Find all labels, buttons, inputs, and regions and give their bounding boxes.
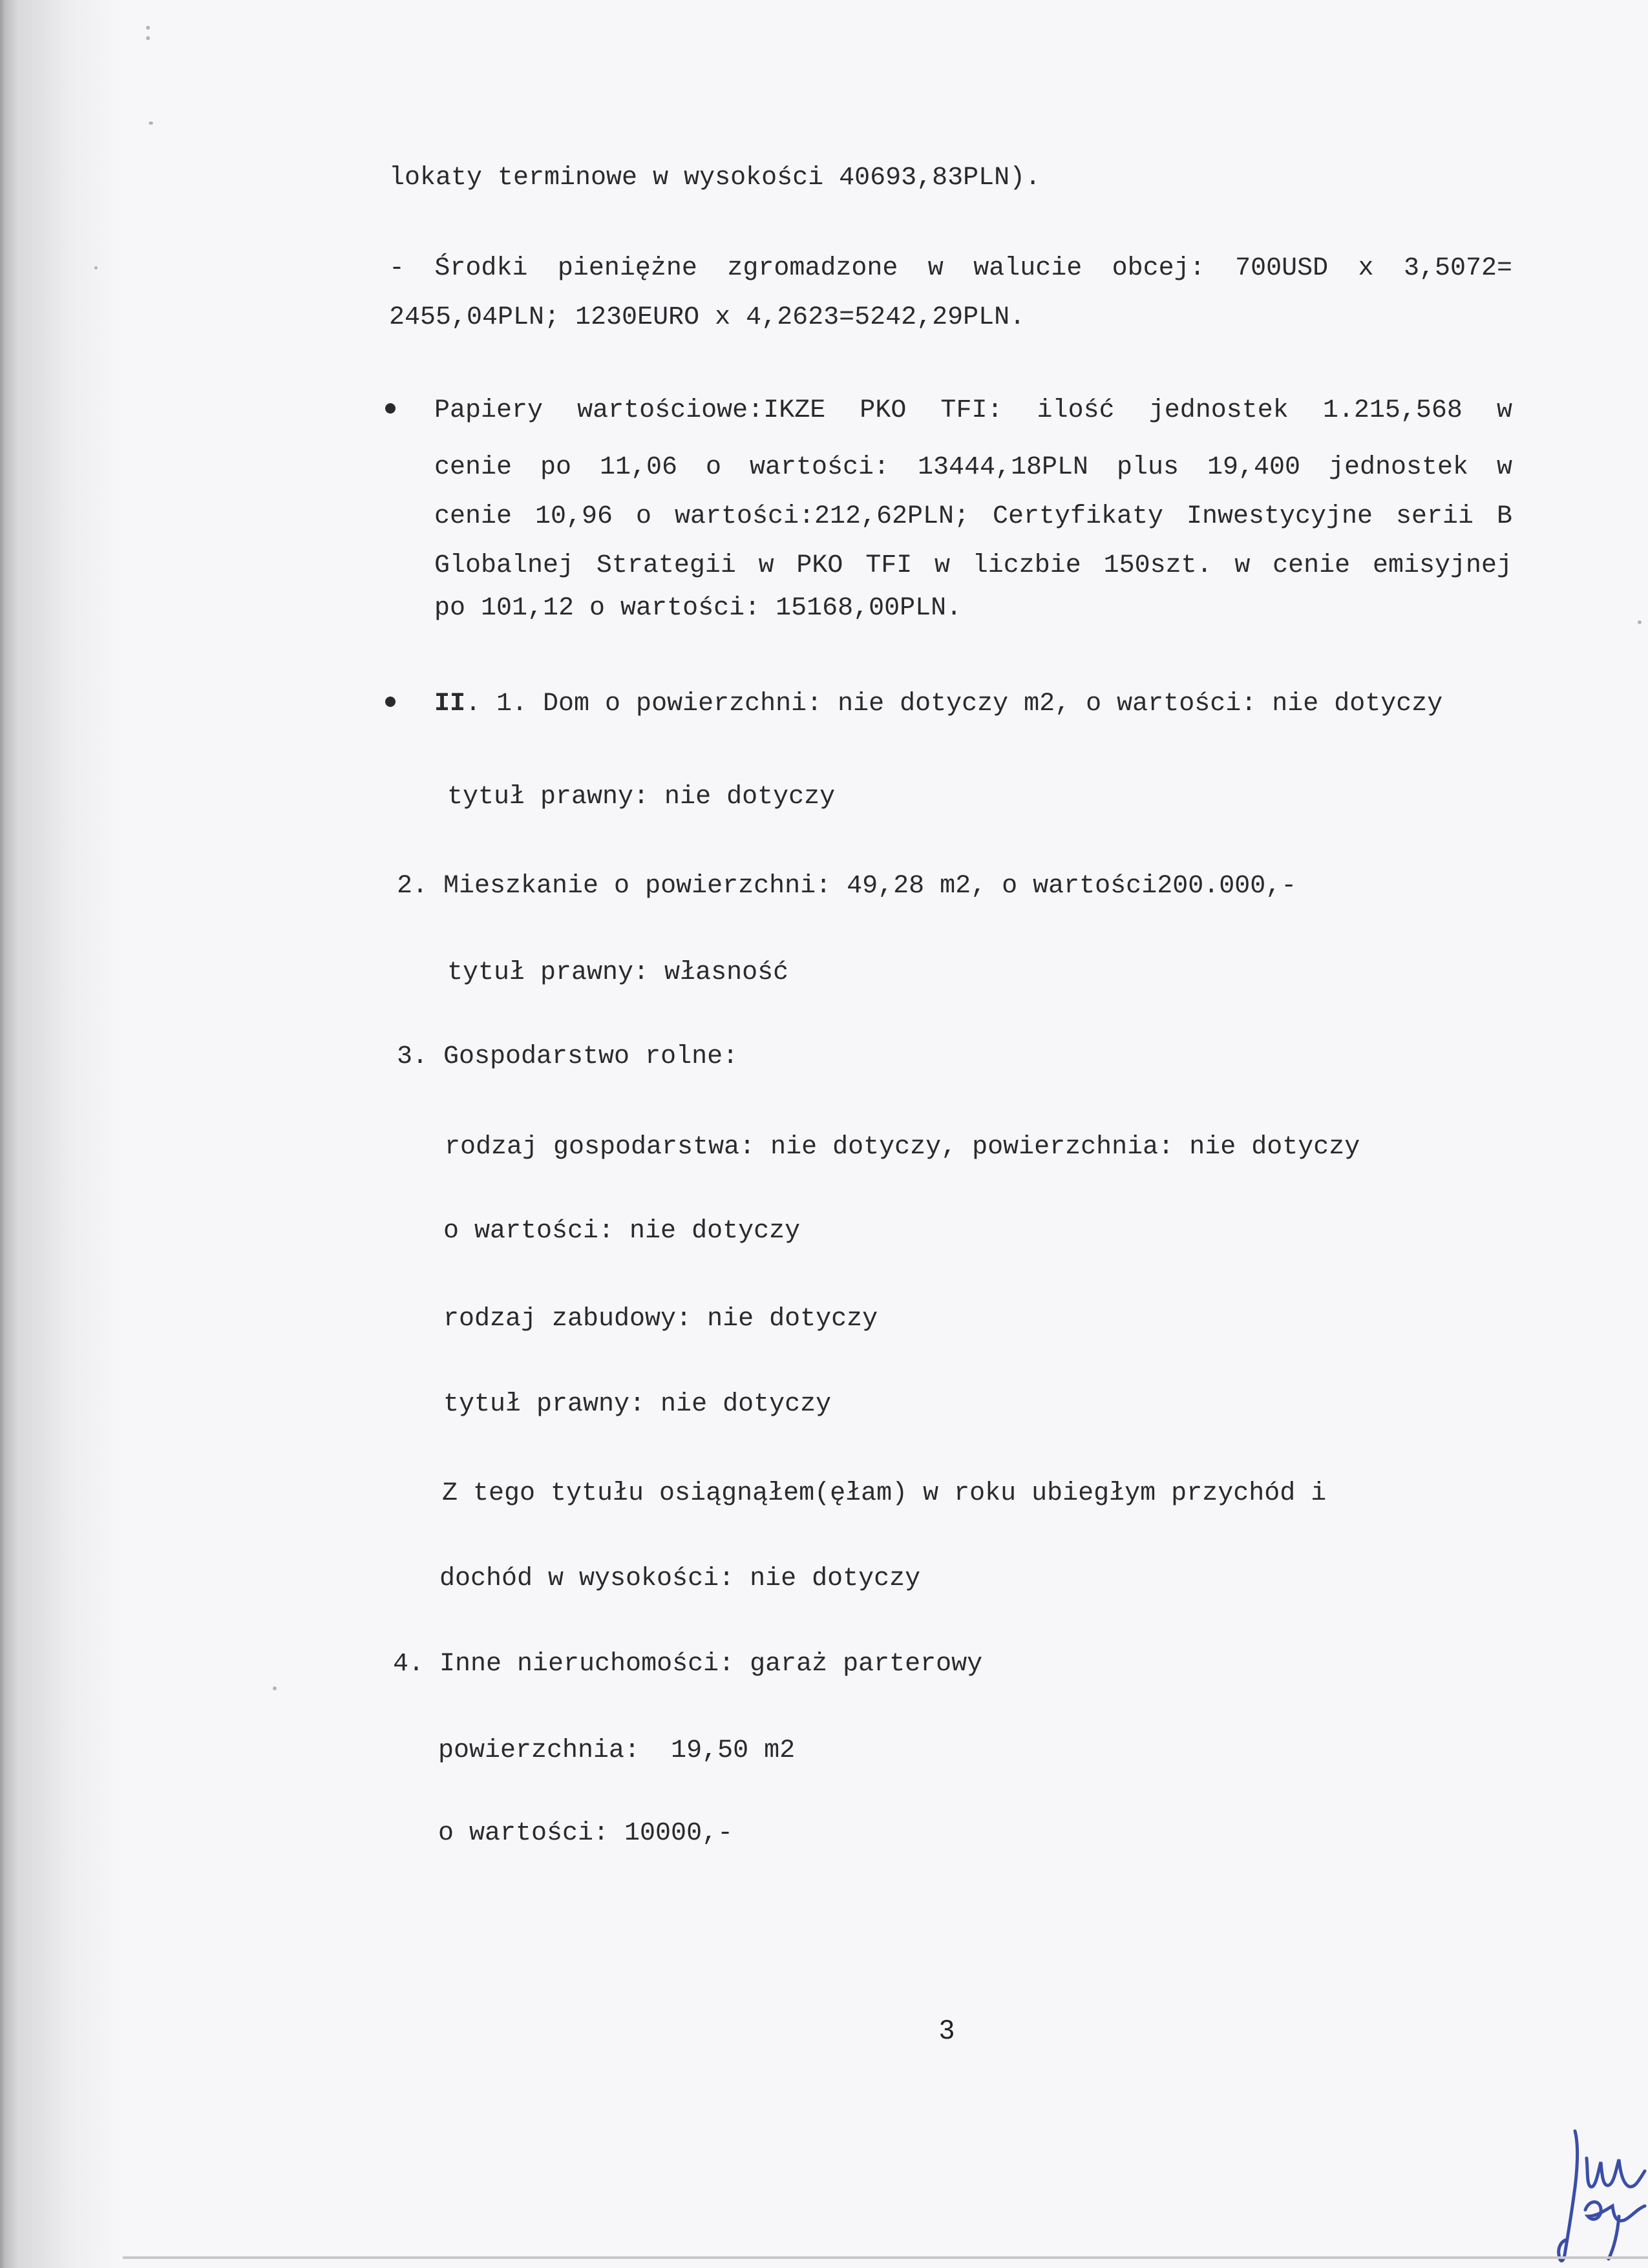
signature-icon: [1541, 2119, 1648, 2265]
text-line: powierzchnia: 19,50 m2: [438, 1736, 796, 1765]
text-line: tytuł prawny: nie dotyczy: [443, 1390, 832, 1419]
text-line: lokaty terminowe w wysokości 40693,83PLN).: [389, 163, 1041, 193]
scan-speck: [273, 1686, 277, 1690]
scan-speck: [146, 26, 150, 30]
text-line: 4. Inne nieruchomości: garaż parterowy: [393, 1650, 983, 1679]
scan-bottom-edge: [123, 2256, 1648, 2259]
section-number: II: [434, 689, 466, 719]
scan-left-edge: [0, 0, 123, 2268]
text-line: po 101,12 o wartości: 15168,00PLN.: [434, 594, 962, 623]
text-line: [434, 689, 1442, 720]
text-line: cenie 10,96 o wartości:212,62PLN; Certyfikaty Inwestycyjne serii B: [434, 502, 1512, 531]
scan-speck: [146, 36, 150, 40]
text-line: 2. Mieszkanie o powierzchni: 49,28 m2, o wartości200.000,-: [397, 872, 1297, 901]
text-line: rodzaj zabudowy: nie dotyczy: [443, 1305, 878, 1334]
text-line: - Środki pieniężne zgromadzone w walucie obcej: 700USD x 3,5072=: [389, 254, 1512, 283]
text-line: Z tego tytułu osiągnąłem(ęłam) w roku ubiegłym przychód i: [442, 1479, 1327, 1508]
text-line: Papiery wartościowe:IKZE PKO TFI: ilość jednostek 1.215,568 w: [434, 396, 1512, 425]
text-line: tytuł prawny: nie dotyczy: [447, 782, 836, 812]
text-line: rodzaj gospodarstwa: nie dotyczy, powierzchnia: nie dotyczy: [445, 1133, 1360, 1162]
bullet-icon: [385, 697, 396, 707]
scan-speck: [149, 121, 153, 125]
text-line: Globalnej Strategii w PKO TFI w liczbie 150szt. w cenie emisyjnej: [434, 551, 1512, 580]
page-number: 3: [939, 2014, 955, 2044]
text-line: dochód w wysokości: nie dotyczy: [439, 1564, 921, 1593]
text-line: 3. Gospodarstwo rolne:: [397, 1042, 739, 1071]
text-line: tytuł prawny: własność: [447, 958, 789, 987]
bullet-icon: [385, 403, 396, 414]
text-line: o wartości: nie dotyczy: [443, 1217, 801, 1246]
scan-speck: [1638, 620, 1642, 624]
text-line-rest: . 1. Dom o powierzchni: nie dotyczy m2, o wartości: nie dotyczy: [465, 689, 1443, 719]
text-line: cenie po 11,06 o wartości: 13444,18PLN plus 19,400 jednostek w: [434, 453, 1512, 482]
scan-speck: [94, 266, 98, 269]
text-line: 2455,04PLN; 1230EURO x 4,2623=5242,29PLN.: [389, 303, 1026, 332]
text-line: o wartości: 10000,-: [438, 1819, 734, 1848]
